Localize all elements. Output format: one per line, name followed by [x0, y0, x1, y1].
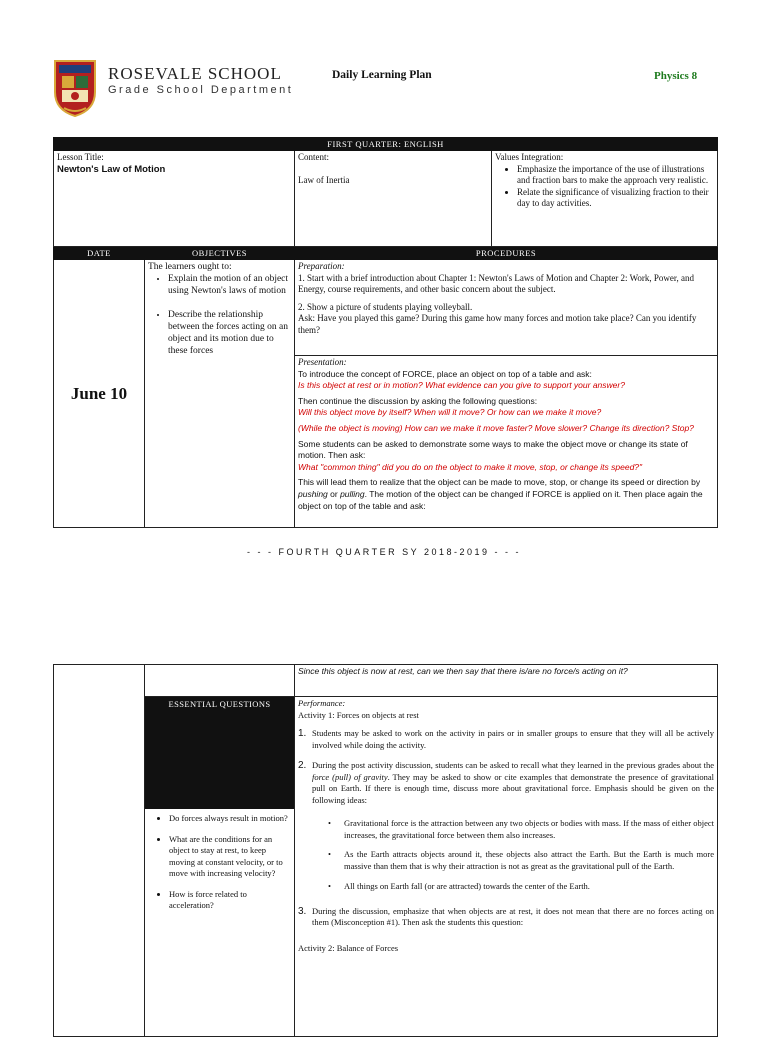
essential-question: • How is force related to acceleration? — [169, 889, 290, 912]
step-number: 3. — [298, 905, 307, 917]
idea-text: As the Earth attracts objects around it, these objects also attract the Earth. But the Earth is much more massive than them that is why their attraction is not as great as the gravitational pull of the Earth. — [344, 849, 714, 871]
activity-1-title: Activity 1: Forces on objects at rest — [298, 709, 419, 720]
presentation-text: To introduce the concept of FORCE, place an object on top of a table and ask: — [298, 368, 592, 379]
idea-item: • All things on Earth fall (or are attracted) towards the center of the Earth. — [298, 881, 714, 893]
lesson-title: Newton's Law of Motion — [57, 163, 166, 175]
idea-text: All things on Earth fall (or are attracted) towards the center of the Earth. — [344, 881, 590, 891]
department-name: Grade School Department — [108, 84, 294, 96]
values-integration-cell — [492, 151, 718, 247]
presentation-question: What "common thing" did you do on the object to make it move, stop, or change its speed?" — [298, 461, 643, 472]
idea-item: • Gravitational force is the attraction between any two objects or bodies with mass. If the mass of either object increases, the gravitational force between them also increases. — [328, 818, 714, 840]
essential-questions-cell — [145, 697, 295, 1037]
presentation-question: (While the object is moving) How can we make it move faster? Move slower? Change its direction? Stop? — [298, 422, 694, 433]
preparation-cell — [295, 260, 718, 356]
presentation-conclusion-part: This will lead them to realize that the object can be made to move, stop, or change its speed or direction by — [298, 477, 701, 488]
performance-label: Performance: — [298, 698, 346, 708]
presentation-label: Presentation: — [298, 357, 347, 367]
presentation-text: Some students can be asked to demonstrate some ways to make the object move or change its state of motion. Then ask: — [298, 438, 688, 461]
content-label: Content: — [298, 152, 329, 162]
presentation-conclusion-part: . The motion of the object can be changed if FORCE is applied on it. Then place again the object on top of the table and ask: — [298, 488, 703, 511]
plan-title: Daily Learning Plan — [332, 69, 432, 81]
essential-question: • What are the conditions for an object to stay at rest, to keep moving at constant velocity, or to move with increasing velocity? — [169, 834, 290, 880]
presentation-question: Will this object move by itself? When will it move? Or how can we make it move? — [298, 407, 602, 418]
continuation-table — [53, 664, 718, 1037]
objectives-header: OBJECTIVES — [145, 247, 295, 260]
procedures-header: PROCEDURES — [295, 247, 718, 260]
pulling-text: pulling — [340, 488, 365, 499]
performance-step — [298, 906, 714, 929]
presentation-cell — [295, 356, 718, 528]
performance-step — [298, 760, 714, 806]
date-cell-empty — [54, 665, 145, 1037]
lesson-title-cell — [54, 151, 295, 247]
idea-item: • As the Earth attracts objects around it, these objects also attract the Earth. But the Earth is much more massive than them that is why their attraction is not as great as the gravitational pull of the Earth. — [328, 849, 714, 871]
school-crest-icon — [52, 58, 98, 118]
preparation-ask: Ask: Have you played this game? During this game how many forces and motion take place? Can you identify them? — [298, 313, 697, 335]
values-item: • Relate the significance of visualizing fraction to their day to day activities. — [517, 187, 714, 210]
preparation-step-1: 1. Start with a brief introduction about Chapter 1: Newton's Laws of Motion and Chapter 2: Work, Power, and Energy, course requirements, and other basic concern about the subject. — [298, 272, 695, 294]
lesson-plan-table — [53, 137, 718, 528]
step-text: During the discussion, emphasize that when objects are at rest, it does not mean that there are no forces acting on them (Misconception #1). Then ask the students this question: — [312, 905, 714, 927]
objectives-cell — [145, 260, 295, 528]
date-header: DATE — [54, 247, 145, 260]
values-label: Values Integration: — [495, 152, 564, 162]
step-number: 1. — [298, 728, 307, 739]
quarter-footer: - - - FOURTH QUARTER SY 2018-2019 - - - — [246, 547, 522, 557]
performance-step — [298, 728, 714, 751]
subject-label: Physics 8 — [654, 70, 698, 82]
objective-item: • Describe the relationship between the forces acting on an object and its motion due to these forces — [168, 309, 291, 357]
step-text: Students may be asked to work on the activity in pairs or in smaller groups to ensure that they will all be actively involved while doing the activity. — [312, 728, 714, 750]
essential-questions-label: ESSENTIAL QUESTIONS — [145, 697, 294, 809]
presentation-conclusion-part: or — [327, 488, 341, 499]
preparation-label: Preparation: — [298, 261, 345, 271]
preparation-step-2: 2. Show a picture of students playing volleyball. — [298, 301, 473, 312]
performance-cell — [295, 697, 718, 1037]
objectives-intro: The learners ought to: — [148, 262, 232, 272]
rest-question: Since this object is now at rest, can we then say that there is/are no force/s acting on it? — [295, 665, 718, 697]
school-name: ROSEVALE SCHOOL — [108, 64, 282, 83]
presentation-conclusion — [298, 477, 714, 512]
objective-item: • Explain the motion of an object using Newton's laws of motion — [168, 273, 291, 297]
step-text-part: During the post activity discussion, students can be asked to recall what they learned in the previous grades about the — [312, 760, 714, 770]
content-value: Law of Inertia — [298, 174, 350, 185]
force-of-gravity-text: force (pull) of gravity — [312, 771, 388, 782]
step-text-part: . They may be asked to show or cite examples that demonstrate the presence of gravitational pull on Earth. If there is enough time, discuss more about gravitational force. Emphasis should be given on the following ideas: — [312, 771, 714, 805]
lesson-title-label: Lesson Title: — [57, 152, 104, 162]
step-text — [312, 760, 714, 806]
idea-text: Gravitational force is the attraction between any two objects or bodies with mass. If the mass of either object increases, the gravitational force between them also increases. — [344, 818, 714, 840]
activity-2-title: Activity 2: Balance of Forces — [298, 942, 399, 953]
quarter-bar: FIRST QUARTER: ENGLISH — [54, 138, 718, 151]
essential-question: • Do forces always result in motion? — [169, 813, 290, 825]
objectives-cell-empty — [145, 665, 295, 697]
lesson-date: June 10 — [54, 260, 145, 528]
pushing-text: pushing — [298, 488, 328, 499]
presentation-text: Then continue the discussion by asking the following questions: — [298, 395, 538, 406]
step-number: 2. — [298, 760, 307, 771]
presentation-question: Is this object at rest or in motion? What evidence can you give to support your answer? — [298, 380, 625, 391]
content-cell — [295, 151, 492, 247]
values-item: • Emphasize the importance of the use of illustrations and fraction bars to make the approach very realistic. — [517, 164, 714, 187]
